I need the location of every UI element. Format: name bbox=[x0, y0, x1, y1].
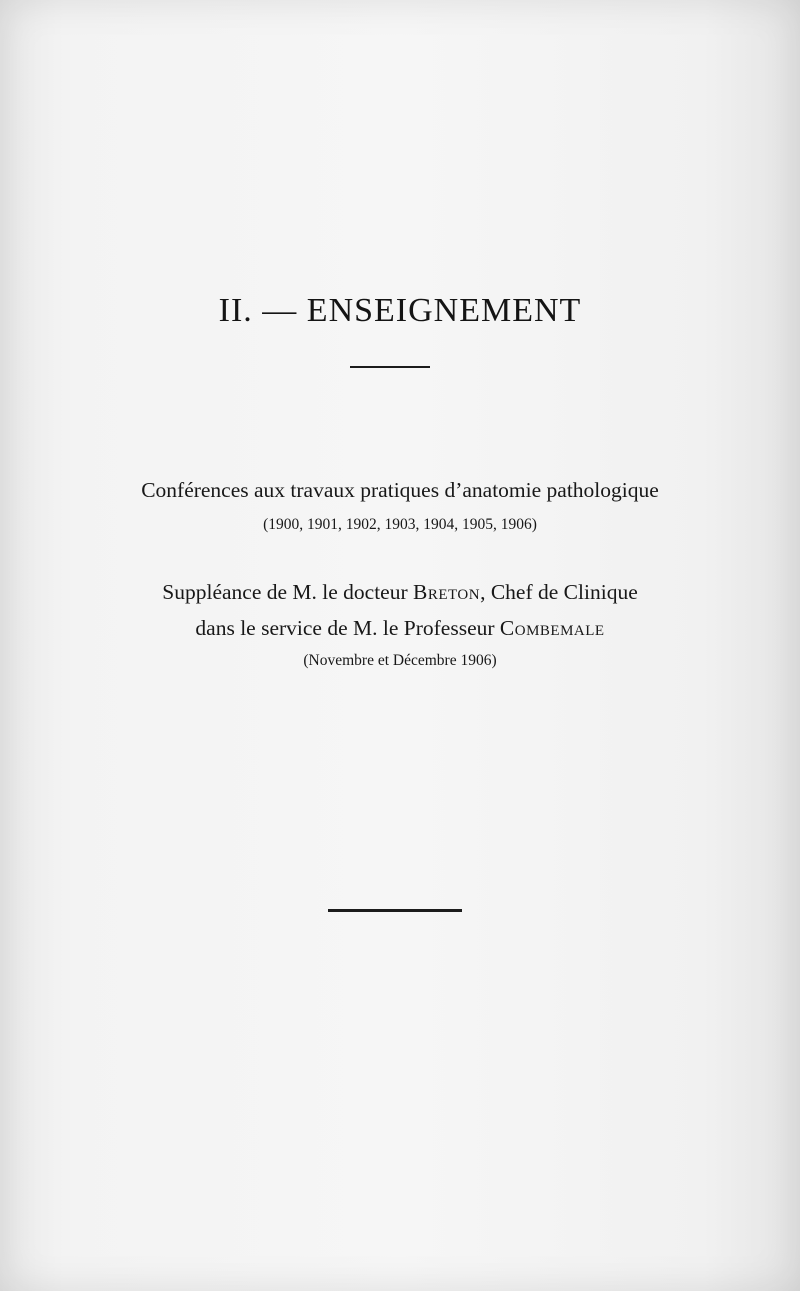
suppleance-line-1 bbox=[0, 580, 800, 605]
suppleance-line-2 bbox=[0, 616, 800, 641]
suppleance-prefix: Suppléance de M. le docteur bbox=[162, 580, 408, 604]
suppleance-role: , Chef de Clinique bbox=[480, 580, 638, 604]
conferences-title: Conférences aux travaux pratiques d’anatomie pathologique bbox=[141, 478, 659, 502]
suppleance-dates: (Novembre et Décembre 1906) bbox=[303, 652, 497, 669]
closing-divider bbox=[328, 909, 462, 912]
doctor-name: Breton bbox=[413, 580, 481, 604]
professor-name: Combemale bbox=[499, 616, 605, 640]
conferences-years: (1900, 1901, 1902, 1903, 1904, 1905, 1906) bbox=[263, 516, 537, 533]
title-divider bbox=[350, 366, 430, 368]
service-prefix: dans le service de M. le Professeur bbox=[195, 616, 495, 640]
section-title: II. — ENSEIGNEMENT bbox=[218, 292, 582, 329]
